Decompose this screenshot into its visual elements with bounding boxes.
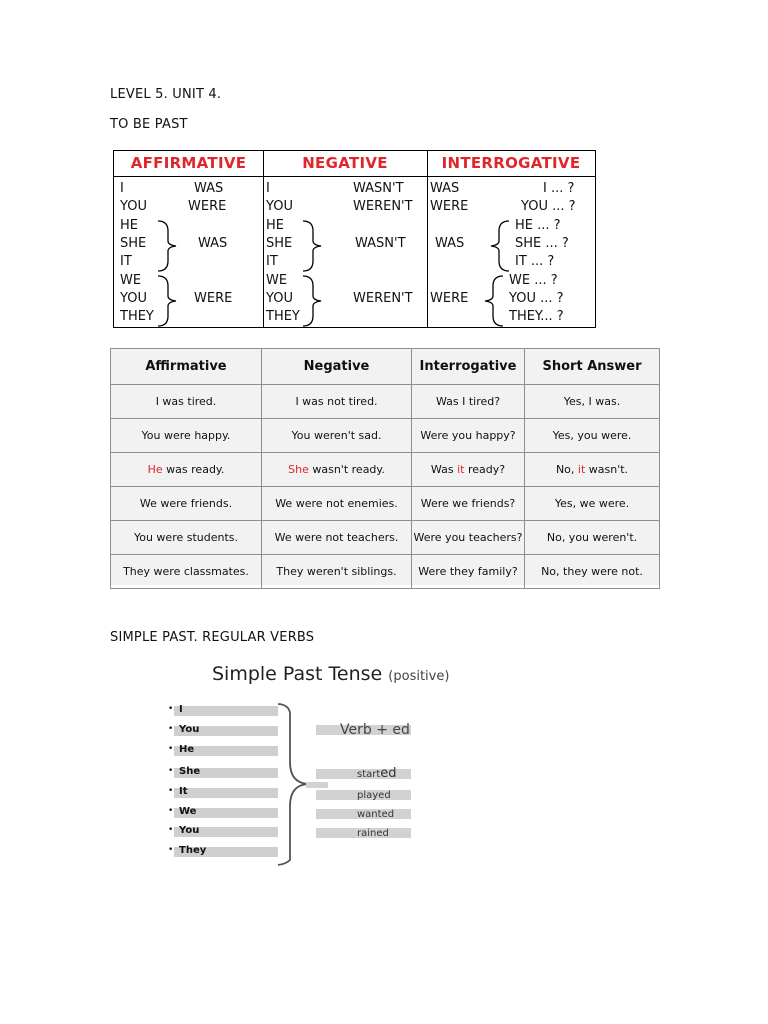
table-header-row xyxy=(111,349,660,385)
verb: WAS xyxy=(194,181,224,196)
subject: YOU xyxy=(120,291,147,306)
unit-heading: LEVEL 5. UNIT 4. xyxy=(110,87,222,102)
to-be-examples-table-wrapper xyxy=(110,348,659,585)
verb-stem: wanted xyxy=(357,809,395,820)
subject: THEY xyxy=(266,309,300,324)
verb: WAS xyxy=(430,181,460,196)
brace-icon xyxy=(299,219,329,273)
subject: SHE xyxy=(266,236,293,251)
subject: I xyxy=(266,181,270,196)
cell-text: They weren't siblings. xyxy=(276,565,397,578)
cell-text: You weren't sad. xyxy=(291,429,382,442)
table-cell xyxy=(111,453,262,487)
subject: YOU xyxy=(120,199,147,214)
subject: SHE xyxy=(120,236,147,251)
bullet-icon: • xyxy=(168,806,174,816)
simple-past-heading: SIMPLE PAST. REGULAR VERBS xyxy=(110,630,315,645)
subject: YOU xyxy=(266,199,293,214)
verb: WERE xyxy=(430,291,469,306)
cell-text: Yes, you were. xyxy=(552,429,632,442)
table-cell xyxy=(412,453,525,487)
column-header: Affirmative xyxy=(111,349,262,385)
column-header: Negative xyxy=(262,349,412,385)
to-be-examples-table xyxy=(110,348,660,589)
brace-icon xyxy=(154,274,184,328)
verb-stem: played xyxy=(357,790,391,801)
cell-text: wasn't ready. xyxy=(308,463,385,476)
cell-text: wasn't. xyxy=(585,463,629,476)
cell-text: No, they were not. xyxy=(541,565,643,578)
affirmative-column xyxy=(114,151,264,327)
table-cell xyxy=(111,487,262,521)
cell-text: Was xyxy=(430,463,458,476)
verb-ending: ed xyxy=(380,766,397,781)
verb: WAS xyxy=(435,236,465,251)
subject: HE xyxy=(266,218,284,233)
cell-text: Were we friends? xyxy=(420,497,516,510)
subject: IT xyxy=(120,254,132,269)
simple-past-graphic xyxy=(160,655,450,875)
table-cell xyxy=(111,521,262,555)
cell-text: Were they family? xyxy=(418,565,518,578)
pronoun: She xyxy=(179,766,201,777)
table-cell xyxy=(525,453,660,487)
subject: YOU ... ? xyxy=(509,291,564,306)
graphic-title-qualifier: (positive) xyxy=(388,669,450,684)
table-cell xyxy=(412,521,525,555)
subject: SHE ... ? xyxy=(515,236,569,251)
table-row xyxy=(111,419,660,453)
bullet-icon: • xyxy=(168,724,174,734)
subject: THEY xyxy=(120,309,154,324)
table-cell xyxy=(525,385,660,419)
cell-text: No, you weren't. xyxy=(546,531,638,544)
cell-text: Were you happy? xyxy=(420,429,516,442)
to-be-past-heading: TO BE PAST xyxy=(110,117,188,132)
bullet-icon: • xyxy=(168,786,174,796)
cell-text: No, xyxy=(555,463,578,476)
pronoun: He xyxy=(179,744,195,755)
connector-bar xyxy=(306,782,328,788)
cell-text: was ready. xyxy=(162,463,225,476)
graphic-title-text: Simple Past Tense xyxy=(212,663,383,685)
cell-text: We were friends. xyxy=(139,497,233,510)
subject: YOU xyxy=(266,291,293,306)
interrogative-column xyxy=(427,151,595,327)
verb: WASN'T xyxy=(353,181,404,196)
verb: WASN'T xyxy=(355,236,406,251)
pronoun-bar xyxy=(174,706,278,716)
bullet-icon: • xyxy=(168,766,174,776)
table-cell xyxy=(111,419,262,453)
cell-text: Was I tired? xyxy=(435,395,501,408)
verb: WEREN'T xyxy=(353,199,413,214)
subject: WE ... ? xyxy=(509,273,558,288)
brace-icon xyxy=(154,219,184,273)
verb-stem: rained xyxy=(357,828,389,839)
table-cell xyxy=(111,555,262,589)
interrogative-header: INTERROGATIVE xyxy=(427,151,595,177)
brace-icon xyxy=(483,274,507,328)
example-verb xyxy=(357,766,397,781)
highlighted-subject: it xyxy=(457,463,465,476)
verb: WERE xyxy=(194,291,233,306)
cell-text: They were classmates. xyxy=(123,565,249,578)
cell-text: Yes, we were. xyxy=(554,497,630,510)
subject: HE xyxy=(120,218,138,233)
cell-text: You were students. xyxy=(133,531,239,544)
highlighted-subject: He xyxy=(147,463,163,476)
pronoun: They xyxy=(179,845,207,856)
brace-icon xyxy=(489,219,513,273)
example-verb xyxy=(357,825,389,840)
pronoun: I xyxy=(179,704,183,715)
bullet-icon: • xyxy=(168,845,174,855)
table-cell xyxy=(262,385,412,419)
bullet-icon: • xyxy=(168,704,174,714)
table-cell xyxy=(262,419,412,453)
cell-text: We were not enemies. xyxy=(275,497,398,510)
pronoun: You xyxy=(179,724,200,735)
subject: WE xyxy=(266,273,288,288)
bullet-icon: • xyxy=(168,825,174,835)
table-cell xyxy=(262,555,412,589)
bullet-icon: • xyxy=(168,744,174,754)
verb: WERE xyxy=(430,199,469,214)
negative-column xyxy=(263,151,428,327)
example-verb xyxy=(357,806,394,821)
table-row xyxy=(111,453,660,487)
subject: THEY... ? xyxy=(509,309,564,324)
table-cell xyxy=(111,385,262,419)
table-cell xyxy=(262,521,412,555)
cell-text: I was not tired. xyxy=(295,395,378,408)
highlighted-subject: She xyxy=(288,463,309,476)
to-be-past-chart xyxy=(113,150,596,328)
subject: YOU ... ? xyxy=(521,199,576,214)
pronoun: It xyxy=(179,786,188,797)
verb: WEREN'T xyxy=(353,291,413,306)
table-cell xyxy=(412,419,525,453)
column-header: Short Answer xyxy=(525,349,660,385)
pronoun: We xyxy=(179,806,197,817)
highlighted-subject: it xyxy=(577,463,586,476)
pronoun: You xyxy=(179,825,200,836)
cell-text: I was tired. xyxy=(155,395,217,408)
verb: WAS xyxy=(198,236,228,251)
affirmative-header: AFFIRMATIVE xyxy=(114,151,263,177)
subject: I ... ? xyxy=(543,181,575,196)
table-row xyxy=(111,555,660,589)
table-cell xyxy=(525,419,660,453)
table-cell xyxy=(262,453,412,487)
cell-text: Were you teachers? xyxy=(413,531,523,544)
table-row xyxy=(111,487,660,521)
negative-header: NEGATIVE xyxy=(263,151,427,177)
brace-icon xyxy=(299,274,329,328)
cell-text: Yes, I was. xyxy=(563,395,621,408)
table-cell xyxy=(262,487,412,521)
table-cell xyxy=(525,555,660,589)
table-cell xyxy=(412,555,525,589)
example-verb xyxy=(357,787,391,802)
verb-stem: start xyxy=(357,769,381,780)
table-cell xyxy=(525,521,660,555)
table-row xyxy=(111,521,660,555)
table-cell xyxy=(412,487,525,521)
subject: IT xyxy=(266,254,278,269)
verb: WERE xyxy=(188,199,227,214)
cell-text: ready? xyxy=(464,463,506,476)
subject: WE xyxy=(120,273,142,288)
table-cell xyxy=(412,385,525,419)
graphic-title xyxy=(212,663,449,685)
formula: Verb + ed xyxy=(340,722,410,738)
subject: IT ... ? xyxy=(515,254,555,269)
table-row xyxy=(111,385,660,419)
subject: I xyxy=(120,181,124,196)
pronoun-bar xyxy=(174,788,278,798)
cell-text: We were not teachers. xyxy=(274,531,399,544)
table-cell xyxy=(525,487,660,521)
cell-text: You were happy. xyxy=(141,429,231,442)
column-header: Interrogative xyxy=(412,349,525,385)
subject: HE ... ? xyxy=(515,218,561,233)
